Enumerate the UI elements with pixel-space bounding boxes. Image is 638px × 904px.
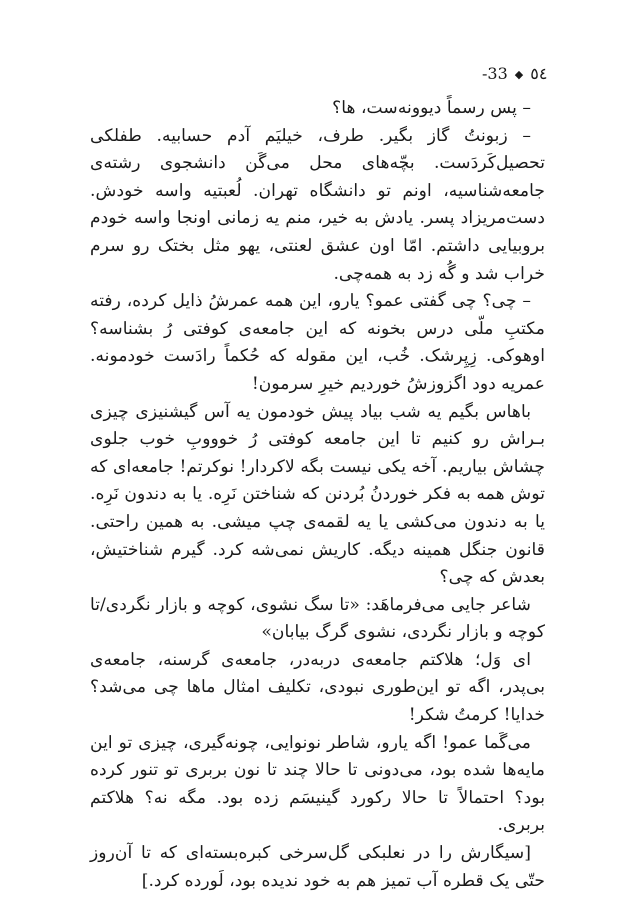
body-text bbox=[90, 95, 545, 895]
paragraph: – پس رسماً دیوونه‌ست، ها؟ bbox=[332, 98, 531, 118]
paragraph: – چی؟ چی گفتی عمو؟ یارو، این همه عمرشُ ذایل کرده، رفته مکتبِ ملّی درس بخونه که این جامعه‌ی کوفتی رُ بشناسه؟ اوهوکی. زِپِرشک. خُب، این مقوله که حُکماً رادَست خودمونه. عمریه دود اگزوزشُ خوردیم خیرِ سرمون! bbox=[90, 291, 545, 394]
paragraph: – زبونتُ گاز بگیر. طرف، خیلیَم آدم حسابیه. طفلکی تحصیل‌کَردَست. بچّه‌های محل می‌گَن دانشجوی رشته‌ی جامعه‌شناسیه، اونم تو دانشگاه تهران. لُعبتیه واسه خودش. دست‌مریزاد پسر. یادش به خیر، منم یه زمانی اونجا واسه خودم بروبیایی داشتم. امّا اون عشق لعنتی، یهو مثل بختک رو سرم خراب شد و گُه زد به همه‌چی. bbox=[90, 125, 545, 284]
page-header bbox=[482, 64, 547, 85]
page-number-persian: ٥٤ bbox=[530, 64, 548, 83]
paragraph: شاعر جایی می‌فرماهَد: «تا سگ نشوی، کوچه و بازار نگردی/تا کوچه و بازار نگردی، نشوی گرگ بیابان» bbox=[90, 594, 545, 643]
paragraph: [سیگارش را در نعلبکی گل‌سرخی کبره‌بسته‌ای که تا آن‌روز حتّی یک قطره آب تمیز هم به خود ندیده بود، لَورده کرد.] bbox=[90, 843, 545, 891]
page-number-latin: -33 bbox=[482, 64, 508, 83]
paragraph: ای وَل؛ هلاکتم جامعه‌ی دربه‌در، جامعه‌ی گرسنه، جامعه‌ی بی‌پدر، اگه تو این‌طوری نبودی، تکلیف امثال ماها چی می‌شد؟ خدایا! کرمتُ شکر! bbox=[90, 649, 545, 726]
diamond-separator-icon: ◆ bbox=[514, 68, 524, 81]
paragraph: می‌گَما عمو! اگه یارو، شاطر نونوایی، چونه‌گیری، چیزی تو این مایه‌ها شده بود، می‌دونی تا حالا چند تا نون بربری تو تنور کرده بود؟ احتمالاً تا حالا رکورد گینیسَم زده بود. مگه نه؟ هلاکتم بربری. bbox=[90, 732, 545, 836]
paragraph: باهاس بگیم یه شب بیاد پیش خودمون یه آس گیشنیزی چیزی بـراش رو کنیم تا این جامعه کوفتی رُ خوووبِ خوب جلوی چشاش بیاریم. آخه یکی نیست بگه لاکردار! نوکرتم! جامعه‌ای که توش همه به فکر خوردنُ بُردنن که شناختن نَرِه. یا به دندون نَرِه. یا به دندون می‌کشی یا یه لقمه‌ی چپ میشی. به همین راحتی. قانون جنگل همینه دیگه. کاریش نمی‌شه کرد. گیرم شناختیش، بعدش که چی؟ bbox=[90, 401, 545, 588]
